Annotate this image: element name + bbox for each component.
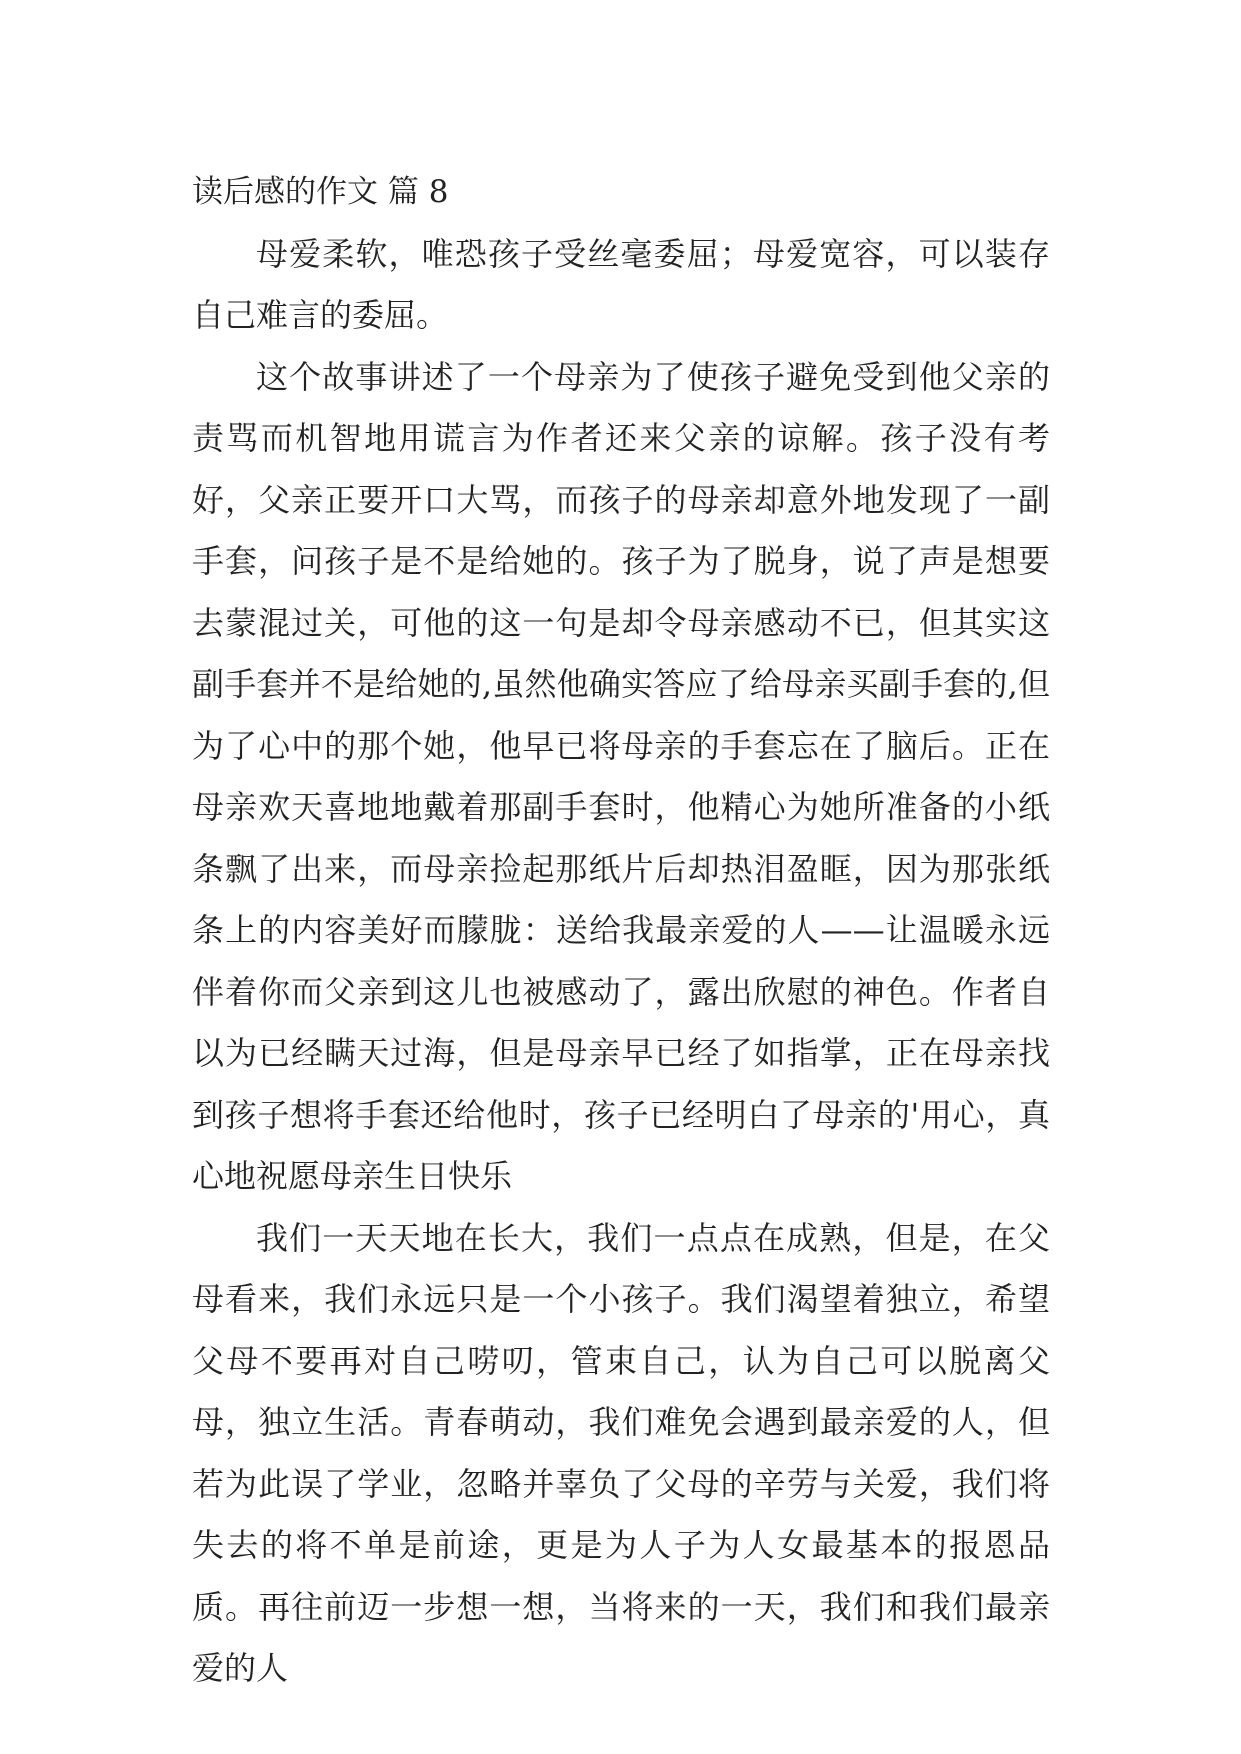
paragraph-2: 这个故事讲述了一个母亲为了使孩子避免受到他父亲的责骂而机智地用谎言为作者还来父亲的谅解。孩子没有考好，父亲正要开口大骂，而孩子的母亲却意外地发现了一副手套，问孩子是不是给她的。孩子为了脱身，说了声是想要去蒙混过关，可他的这一句是却令母亲感动不已，但其实这副手套并不是给她的,虽然他确实答应了给母亲买副手套的,但为了心中的那个她，他早已将母亲的手套忘在了脑后。正在母亲欢天喜地地戴着那副手套时，他精心为她所准备的小纸条飘了出来，而母亲捡起那纸片后却热泪盈眶，因为那张纸条上的内容美好而朦胧：送给我最亲爱的人——让温暖永远伴着你而父亲到这儿也被感动了，露出欣慰的神色。作者自以为已经瞒天过海，但是母亲早已经了如指掌，正在母亲找到孩子想将手套还给他时，孩子已经明白了母亲的'用心，真心地祝愿母亲生日快乐 (192, 357, 1050, 1195)
document-body (192, 162, 1050, 1700)
document-title: 读后感的作文 篇 8 (192, 174, 449, 210)
paragraph-1: 母爱柔软，唯恐孩子受丝毫委屈；母爱宽容，可以装存自己难言的委屈。 (192, 234, 1050, 334)
paragraph-3: 我们一天天地在长大，我们一点点在成熟，但是，在父母看来，我们永远只是一个小孩子。我们渴望着独立，希望父母不要再对自己唠叨，管束自己，认为自己可以脱离父母，独立生活。青春萌动，我们难免会遇到最亲爱的人，但若为此误了学业，忽略并辜负了父母的辛劳与关爱，我们将失去的将不单是前途，更是为人子为人女最基本的报恩品质。再往前迈一步想一想，当将来的一天，我们和我们最亲爱的人 (192, 1218, 1050, 1687)
